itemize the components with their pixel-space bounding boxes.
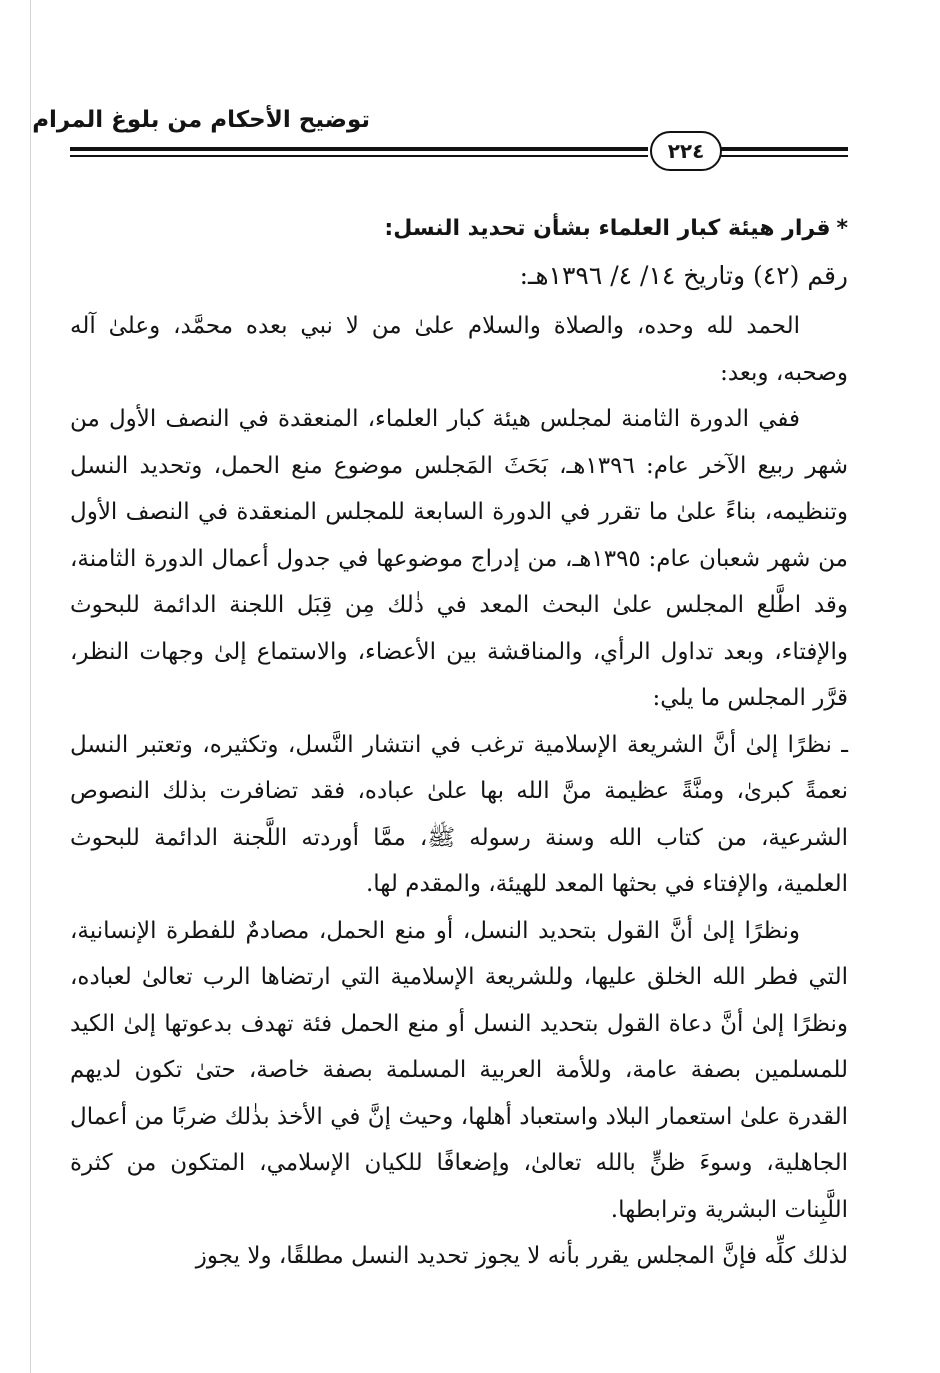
header-rule-left-thin xyxy=(70,155,648,157)
paragraph-session: ففي الدورة الثامنة لمجلس هيئة كبار العلماء، المنعقدة في النصف الأول من شهر ربيع الآخر عام: ١٣٩٦هـ، بَحَثَ المَجلس موضوع منع الحمل، وتحديد النسل وتنظيمه، بناءً علىٰ ما تقرر في الدورة السابعة للمجلس المنعقدة في النصف الأول من شهر شعبان عام: ١٣٩٥هـ، من إدراج موضوعها في جدول أعمال الدورة الثامنة، وقد اطَّلع المجلس علىٰ البحث المعد في ذٰلك مِن قِبَل اللجنة الدائمة للبحوث والإفتاء، وبعد تداول الرأي، والمناقشة بين الأعضاء، والاستماع إلىٰ وجهات النظر، قرَّر المجلس ما يلي: xyxy=(70,406,849,711)
decision-body xyxy=(70,303,848,1280)
paragraph-first-reason: ـ نظرًا إلىٰ أنَّ الشريعة الإسلامية ترغب في انتشار النَّسل، وتكثيره، وتعتبر النسل نعمةً كبرىٰ، ومنَّةً عظيمة منَّ الله بها علىٰ عباده، فقد تضافرت بذلك النصوص الشرعية، من كتاب الله وسنة رسوله ﷺ، ممَّا أوردته اللَّجنة الدائمة للبحوث العلمية، والإفتاء في بحثها المعد للهيئة، والمقدم لها. xyxy=(70,731,848,897)
page-edge-line xyxy=(30,0,31,1373)
header-rule-right-thin xyxy=(720,155,848,157)
paragraph-second-reason: ونظرًا إلىٰ أنَّ القول بتحديد النسل، أو منع الحمل، مصادمٌ للفطرة الإنسانية، التي فطر الله الخلق عليها، وللشريعة الإسلامية التي ارتضاها الرب تعالىٰ لعباده، ونظرًا إلىٰ أنَّ دعاة القول بتحديد النسل أو منع الحمل فئة تهدف بدعوتها إلىٰ الكيد للمسلمين بصفة عامة، وللأمة العربية المسلمة بصفة خاصة، حتىٰ تكون لديهم القدرة علىٰ استعمار البلاد واستعباد أهلها، وحيث إنَّ في الأخذ بذٰلك ضربًا من أعمال الجاهلية، وسوءَ ظنٍّ بالله تعالىٰ، وإضعافًا للكيان الإسلامي، المتكون من كثرة اللَّبِنات البشرية وترابطها. xyxy=(70,917,848,1223)
page-number: ٢٢٤ xyxy=(650,131,722,171)
header-rule-right xyxy=(720,147,848,151)
decision-reference: رقم (٤٢) وتاريخ ١٤/ ٤/ ١٣٩٦هـ: xyxy=(519,261,848,290)
section-marker: * xyxy=(836,216,848,241)
paragraph-ruling: لذلك كلِّه فإنَّ المجلس يقرر بأنه لا يجوز تحديد النسل مطلقًا، ولا يجوز xyxy=(195,1243,848,1269)
section-heading-text: قرار هيئة كبار العلماء بشأن تحديد النسل: xyxy=(384,216,831,241)
running-title: توضيح الأحكام من بلوغ المرام xyxy=(32,107,370,133)
paragraph-opening: الحمد لله وحده، والصلاة والسلام علىٰ من لا نبي بعده محمَّد، وعلىٰ آله وصحبه، وبعد: xyxy=(70,313,848,386)
header-rule-left xyxy=(70,147,648,151)
section-heading xyxy=(384,212,848,246)
